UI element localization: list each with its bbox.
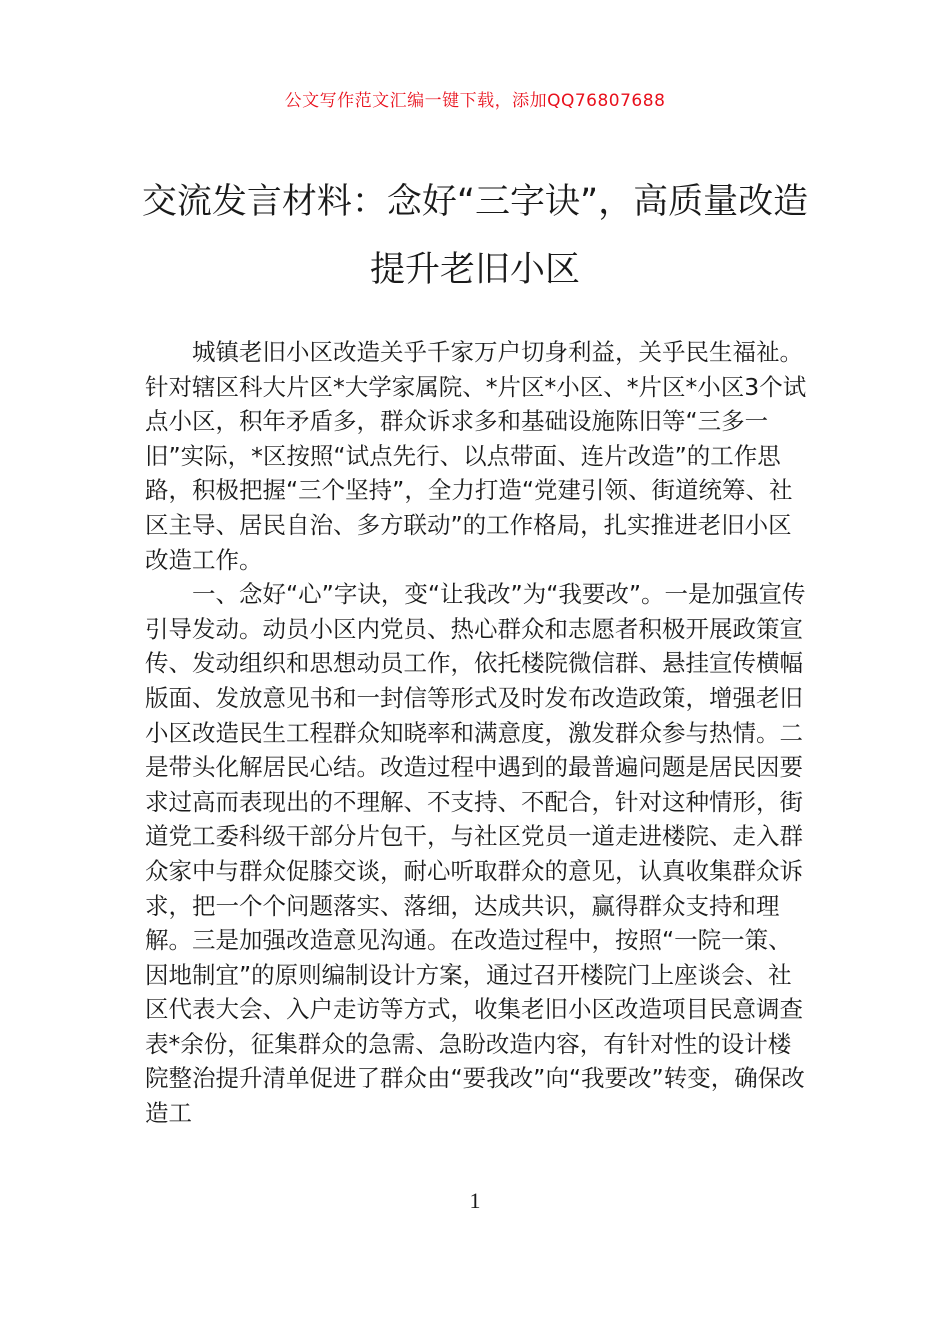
page-number: 1 (469, 1188, 481, 1213)
download-banner: 公文写作范文汇编一键下载，添加QQ76807688 (284, 91, 666, 111)
paragraph-intro: 城镇老旧小区改造关乎千家万户切身利益，关乎民生福祉。针对辖区科大片区*大学家属院、*片区*小区、*片区*小区3个试点小区，积年矛盾多，群众诉求多和基础设施陈旧等“三多一旧”实际，*区按照“试点先行、以点带面、连片改造”的工作思路，积极把握“三个坚持”，全力打造“党建引领、街道统筹、社区主导、居民自治、多方联动”的工作格局，扎实推进老旧小区改造工作。 (145, 338, 807, 574)
paragraph-section-one: 一、念好“心”字诀，变“让我改”为“我要改”。一是加强宣传引导发动。动员小区内党员、热心群众和志愿者积极开展政策宣传、发动组织和思想动员工作，依托楼院微信群、悬挂宣传横幅版面、发放意见书和一封信等形式及时发布改造政策，增强老旧小区改造民生工程群众知晓率和满意度，激发群众参与热情。二是带头化解居民心结。改造过程中遇到的最普遍问题是居民因要求过高而表现出的不理解、不支持、不配合，针对这种情形，街道党工委科级干部分片包干，与社区党员一道走进楼院、走入群众家中与群众促膝交谈，耐心听取群众的意见，认真收集群众诉求，把一个个问题落实、落细，达成共识，赢得群众支持和理解。三是加强改造意见沟通。在改造过程中，按照“一院一策、因地制宜”的原则编制设计方案，通过召开楼院门上座谈会、社区代表大会、入户走访等方式，收集老旧小区改造项目民意调查表*余份，征集群众的急需、急盼改造内容，有针对性的设计楼院整治提升清单促进了群众由“要我改”向“我要改”转变，确保改造工 (145, 580, 806, 1128)
page-title: 交流发言材料：念好“三字诀”，高质量改造提升老旧小区 (141, 182, 809, 290)
document-body (145, 335, 813, 1131)
